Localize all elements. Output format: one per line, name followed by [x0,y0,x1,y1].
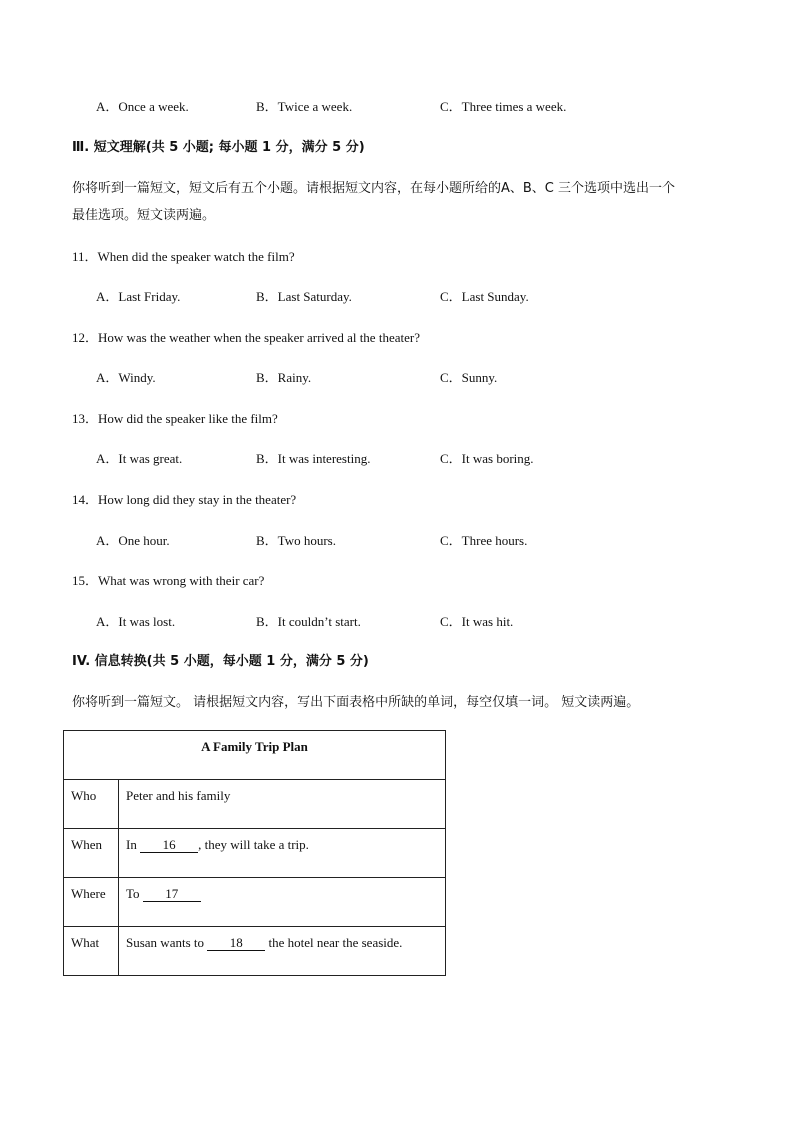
row-text-before: Susan wants to [126,935,208,950]
section4-title: IV. 信息转换(共 5 小题，每小题 1 分，满分 5 分) [72,654,369,669]
row-text: Peter and his family [126,788,231,803]
q10-option-c: C．Three times a week. [440,99,567,114]
section4-instruction: 你将听到一篇短文。 请根据短文内容，写出下面表格中所缺的单词，每空仅填一词。 短文读两遍。 [72,695,640,710]
table-title: A Family Trip Plan [64,731,446,780]
question-13-stem: 13．How did the speaker like the film? [72,411,278,426]
q13-option-a: A．It was great. [96,451,183,466]
row-content [119,927,446,976]
row-label: When [64,829,119,878]
row-text-after: , they will take a trip. [198,837,309,852]
row-label: Where [64,878,119,927]
q14-option-a: A．One hour. [96,533,170,548]
row-text-after: the hotel near the seaside. [265,935,403,950]
q10-option-b: B．Twice a week. [256,99,353,114]
q13-option-b: B．It was interesting. [256,451,371,466]
row-text-before: To [126,886,143,901]
table-row-where [64,878,446,927]
q12-option-c: C．Sunny. [440,370,498,385]
question-15-stem: 15．What was wrong with their car? [72,573,265,588]
q14-option-b: B．Two hours. [256,533,336,548]
table-row-what [64,927,446,976]
q11-option-c: C．Last Sunday. [440,289,529,304]
q12-option-b: B．Rainy. [256,370,312,385]
question-14-stem: 14．How long did they stay in the theater? [72,492,297,507]
row-content [119,829,446,878]
q11-option-b: B．Last Saturday. [256,289,352,304]
q15-option-b: B．It couldn’t start. [256,614,361,629]
q15-option-c: C．It was hit. [440,614,514,629]
answer-blank-18[interactable]: 18 [207,936,265,951]
q12-option-a: A．Windy. [96,370,156,385]
answer-blank-17[interactable]: 17 [143,887,201,902]
row-label: Who [64,780,119,829]
answer-blank-16[interactable]: 16 [140,838,198,853]
row-content [119,780,446,829]
q13-option-c: C．It was boring. [440,451,534,466]
section3-instruction-line2: 最佳选项。短文读两遍。 [72,208,216,223]
question-12-stem: 12．How was the weather when the speaker arrived al the theater? [72,330,420,345]
q10-option-a: A．Once a week. [96,99,189,114]
section3-instruction-line1: 你将听到一篇短文，短文后有五个小题。请根据短文内容，在每小题所给的A、B、C 三个选项中选出一个 [72,181,676,196]
section3-title: Ⅲ. 短文理解(共 5 小题; 每小题 1 分，满分 5 分) [72,140,365,155]
q15-option-a: A．It was lost. [96,614,176,629]
table-row-who [64,780,446,829]
q11-option-a: A．Last Friday. [96,289,181,304]
row-label: What [64,927,119,976]
table-row-when [64,829,446,878]
question-11-stem: 11．When did the speaker watch the film? [72,249,295,264]
row-text-before: In [126,837,141,852]
family-trip-table [63,730,446,976]
row-content [119,878,446,927]
q14-option-c: C．Three hours. [440,533,528,548]
